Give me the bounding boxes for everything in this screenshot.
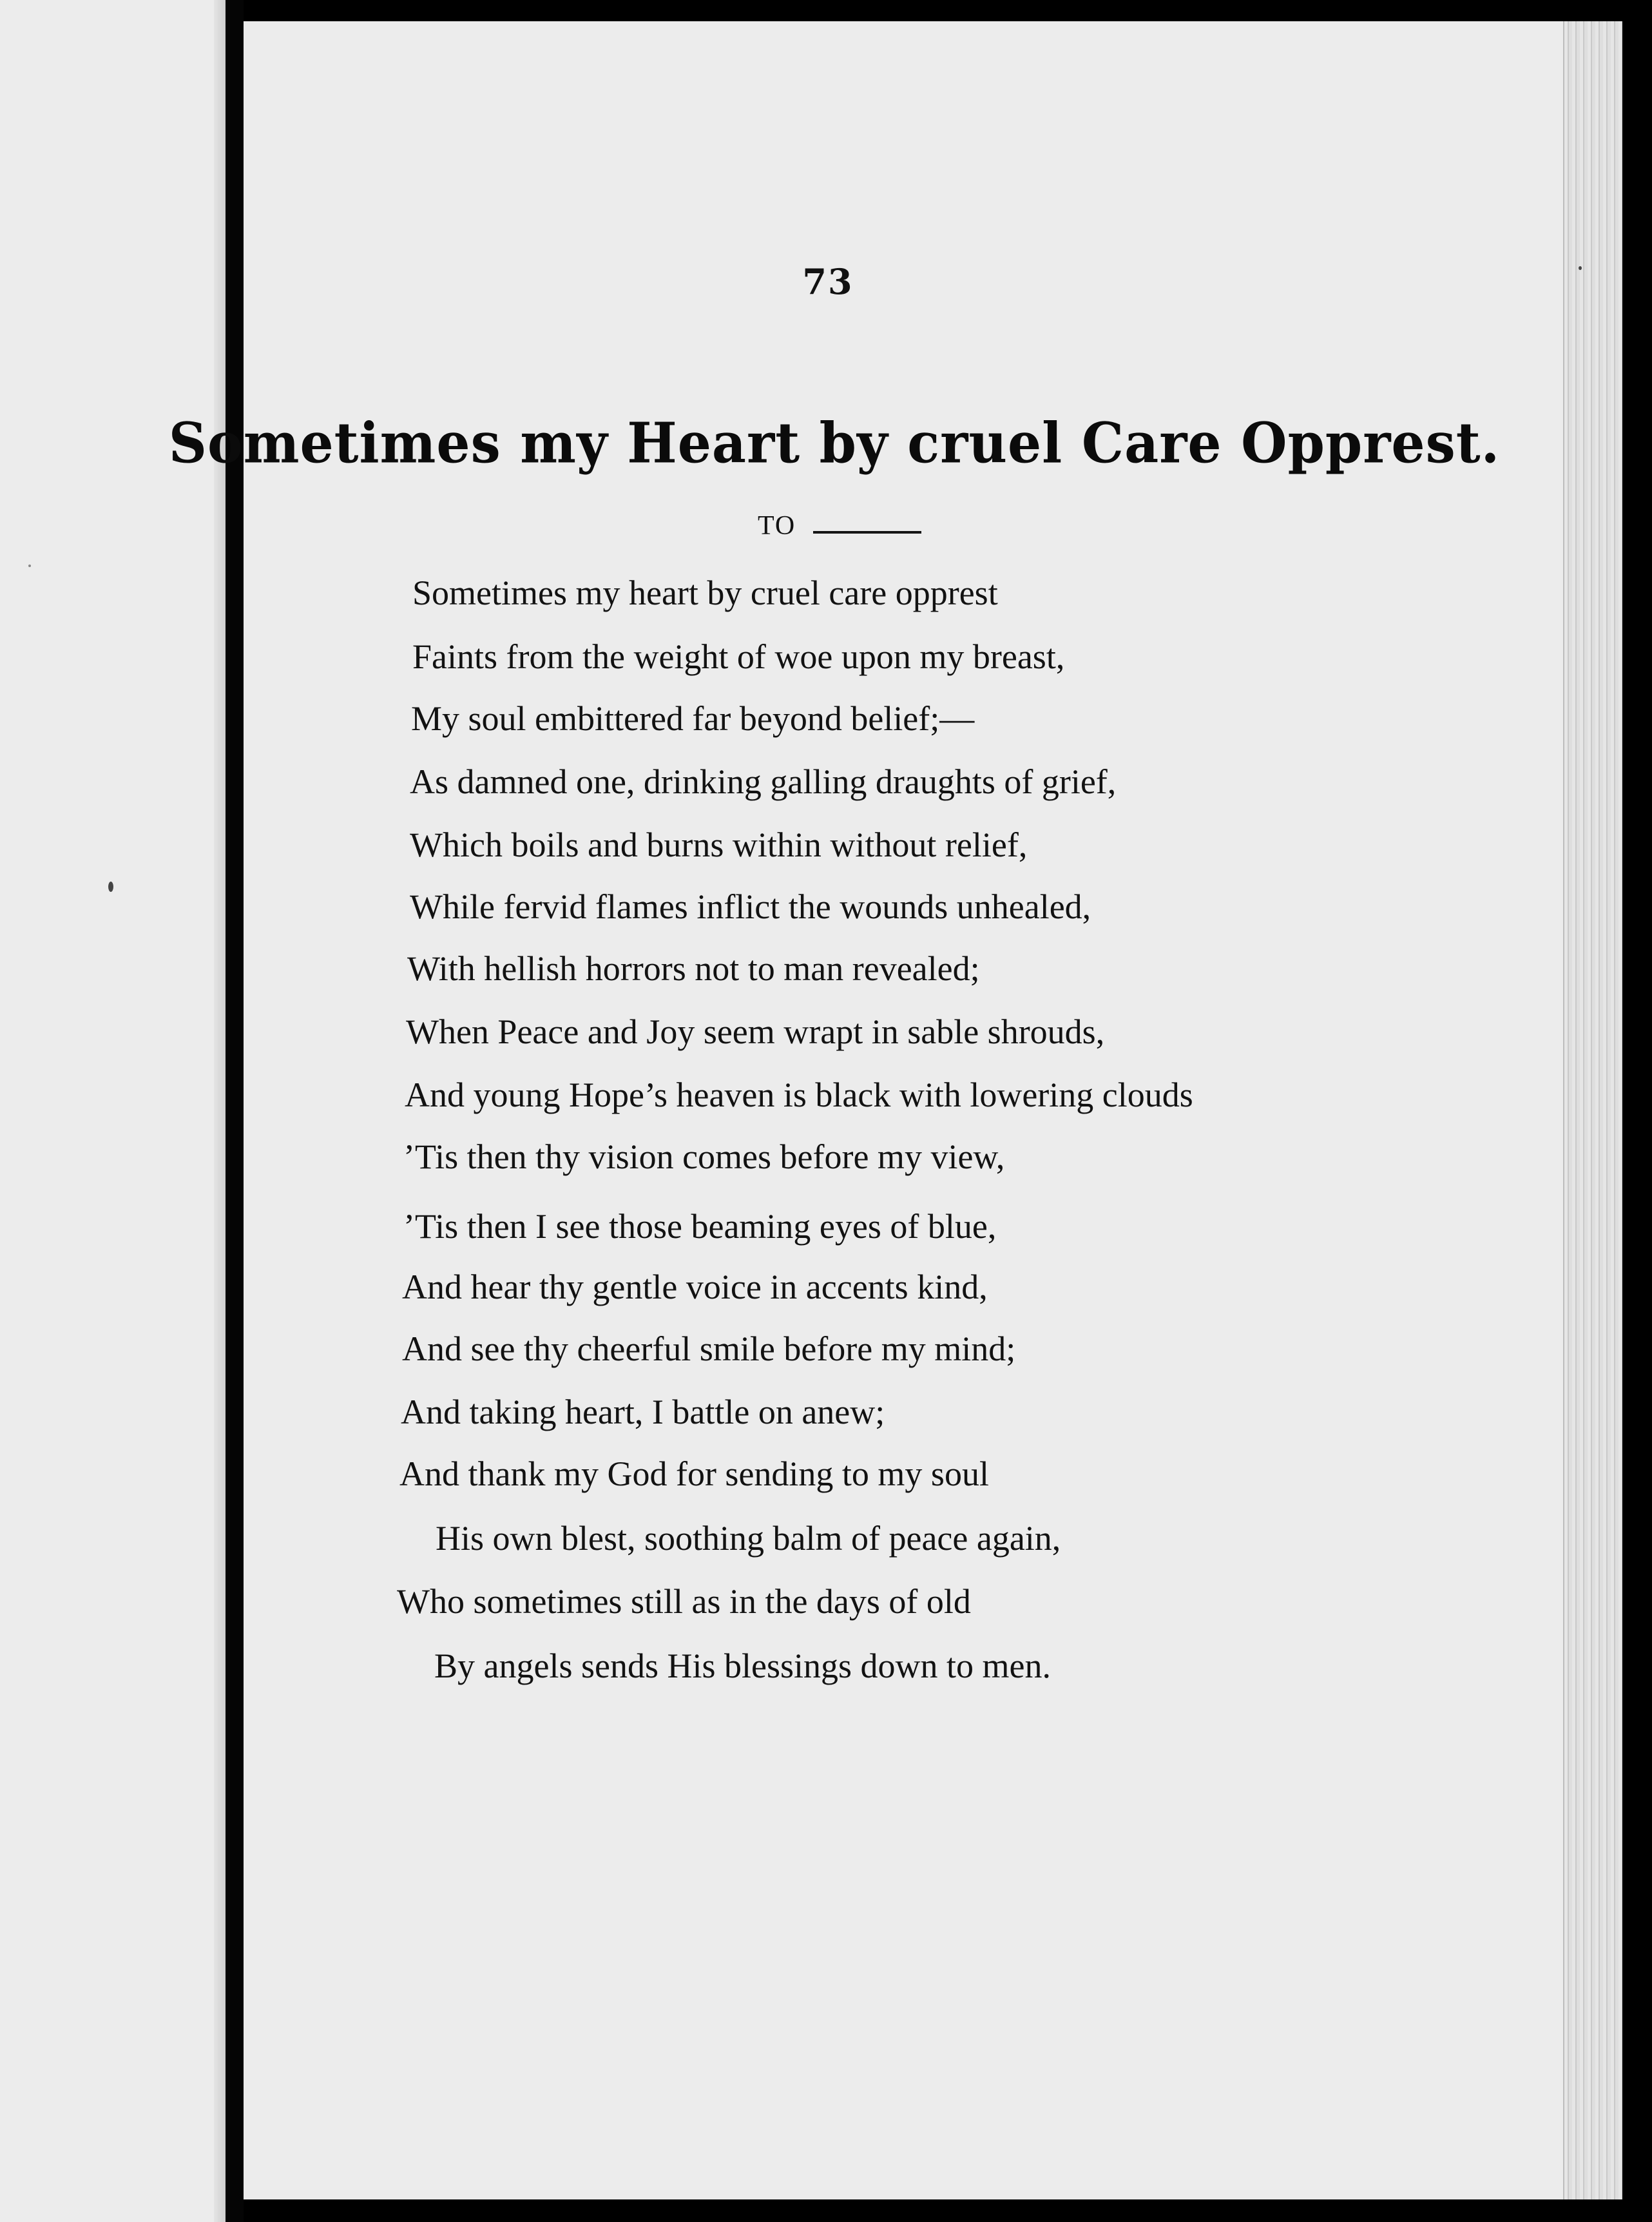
dedication-rule [813, 531, 921, 534]
verse-line: With hellish horrors not to man revealed; [407, 949, 980, 988]
verse-line: Faints from the weight of woe upon my breast, [412, 637, 1065, 676]
verse-line: Who sometimes still as in the days of old [397, 1582, 971, 1621]
page-edges [1563, 21, 1622, 2199]
verse-line: His own blest, soothing balm of peace again, [436, 1519, 1061, 1558]
verse-line: Which boils and burns within without relief, [410, 826, 1028, 864]
spine-shadow [214, 0, 226, 2222]
verse-line: As damned one, drinking galling draughts of grief, [410, 762, 1117, 801]
verse-line: And see thy cheerful smile before my mind; [402, 1329, 1016, 1368]
poem-title: Sometimes my Heart by cruel Care Opprest. [168, 411, 1501, 476]
book-gutter [226, 0, 244, 2222]
verse-line: Sometimes my heart by cruel care opprest [412, 574, 998, 612]
verse-line: My soul embittered far beyond belief;— [411, 699, 975, 738]
ink-speck [28, 565, 31, 567]
verse-line: And thank my God for sending to my soul [399, 1454, 989, 1493]
page-number: 73 [802, 261, 854, 302]
dedication: TO [758, 511, 796, 541]
verse-line: And hear thy gentle voice in accents kind, [402, 1268, 988, 1306]
left-page [0, 0, 226, 2222]
ink-speck [108, 882, 113, 892]
verse-line: When Peace and Joy seem wrapt in sable shrouds, [406, 1012, 1105, 1051]
verse-line: And taking heart, I battle on anew; [401, 1393, 885, 1431]
verse-line: ’Tis then thy vision comes before my view, [403, 1137, 1005, 1176]
verse-line: And young Hope’s heaven is black with lowering clouds [405, 1076, 1193, 1114]
verse-line: While fervid flames inflict the wounds unhealed, [410, 887, 1091, 926]
verse-line: ’Tis then I see those beaming eyes of blue, [403, 1207, 997, 1246]
verse-line: By angels sends His blessings down to men. [434, 1647, 1051, 1685]
